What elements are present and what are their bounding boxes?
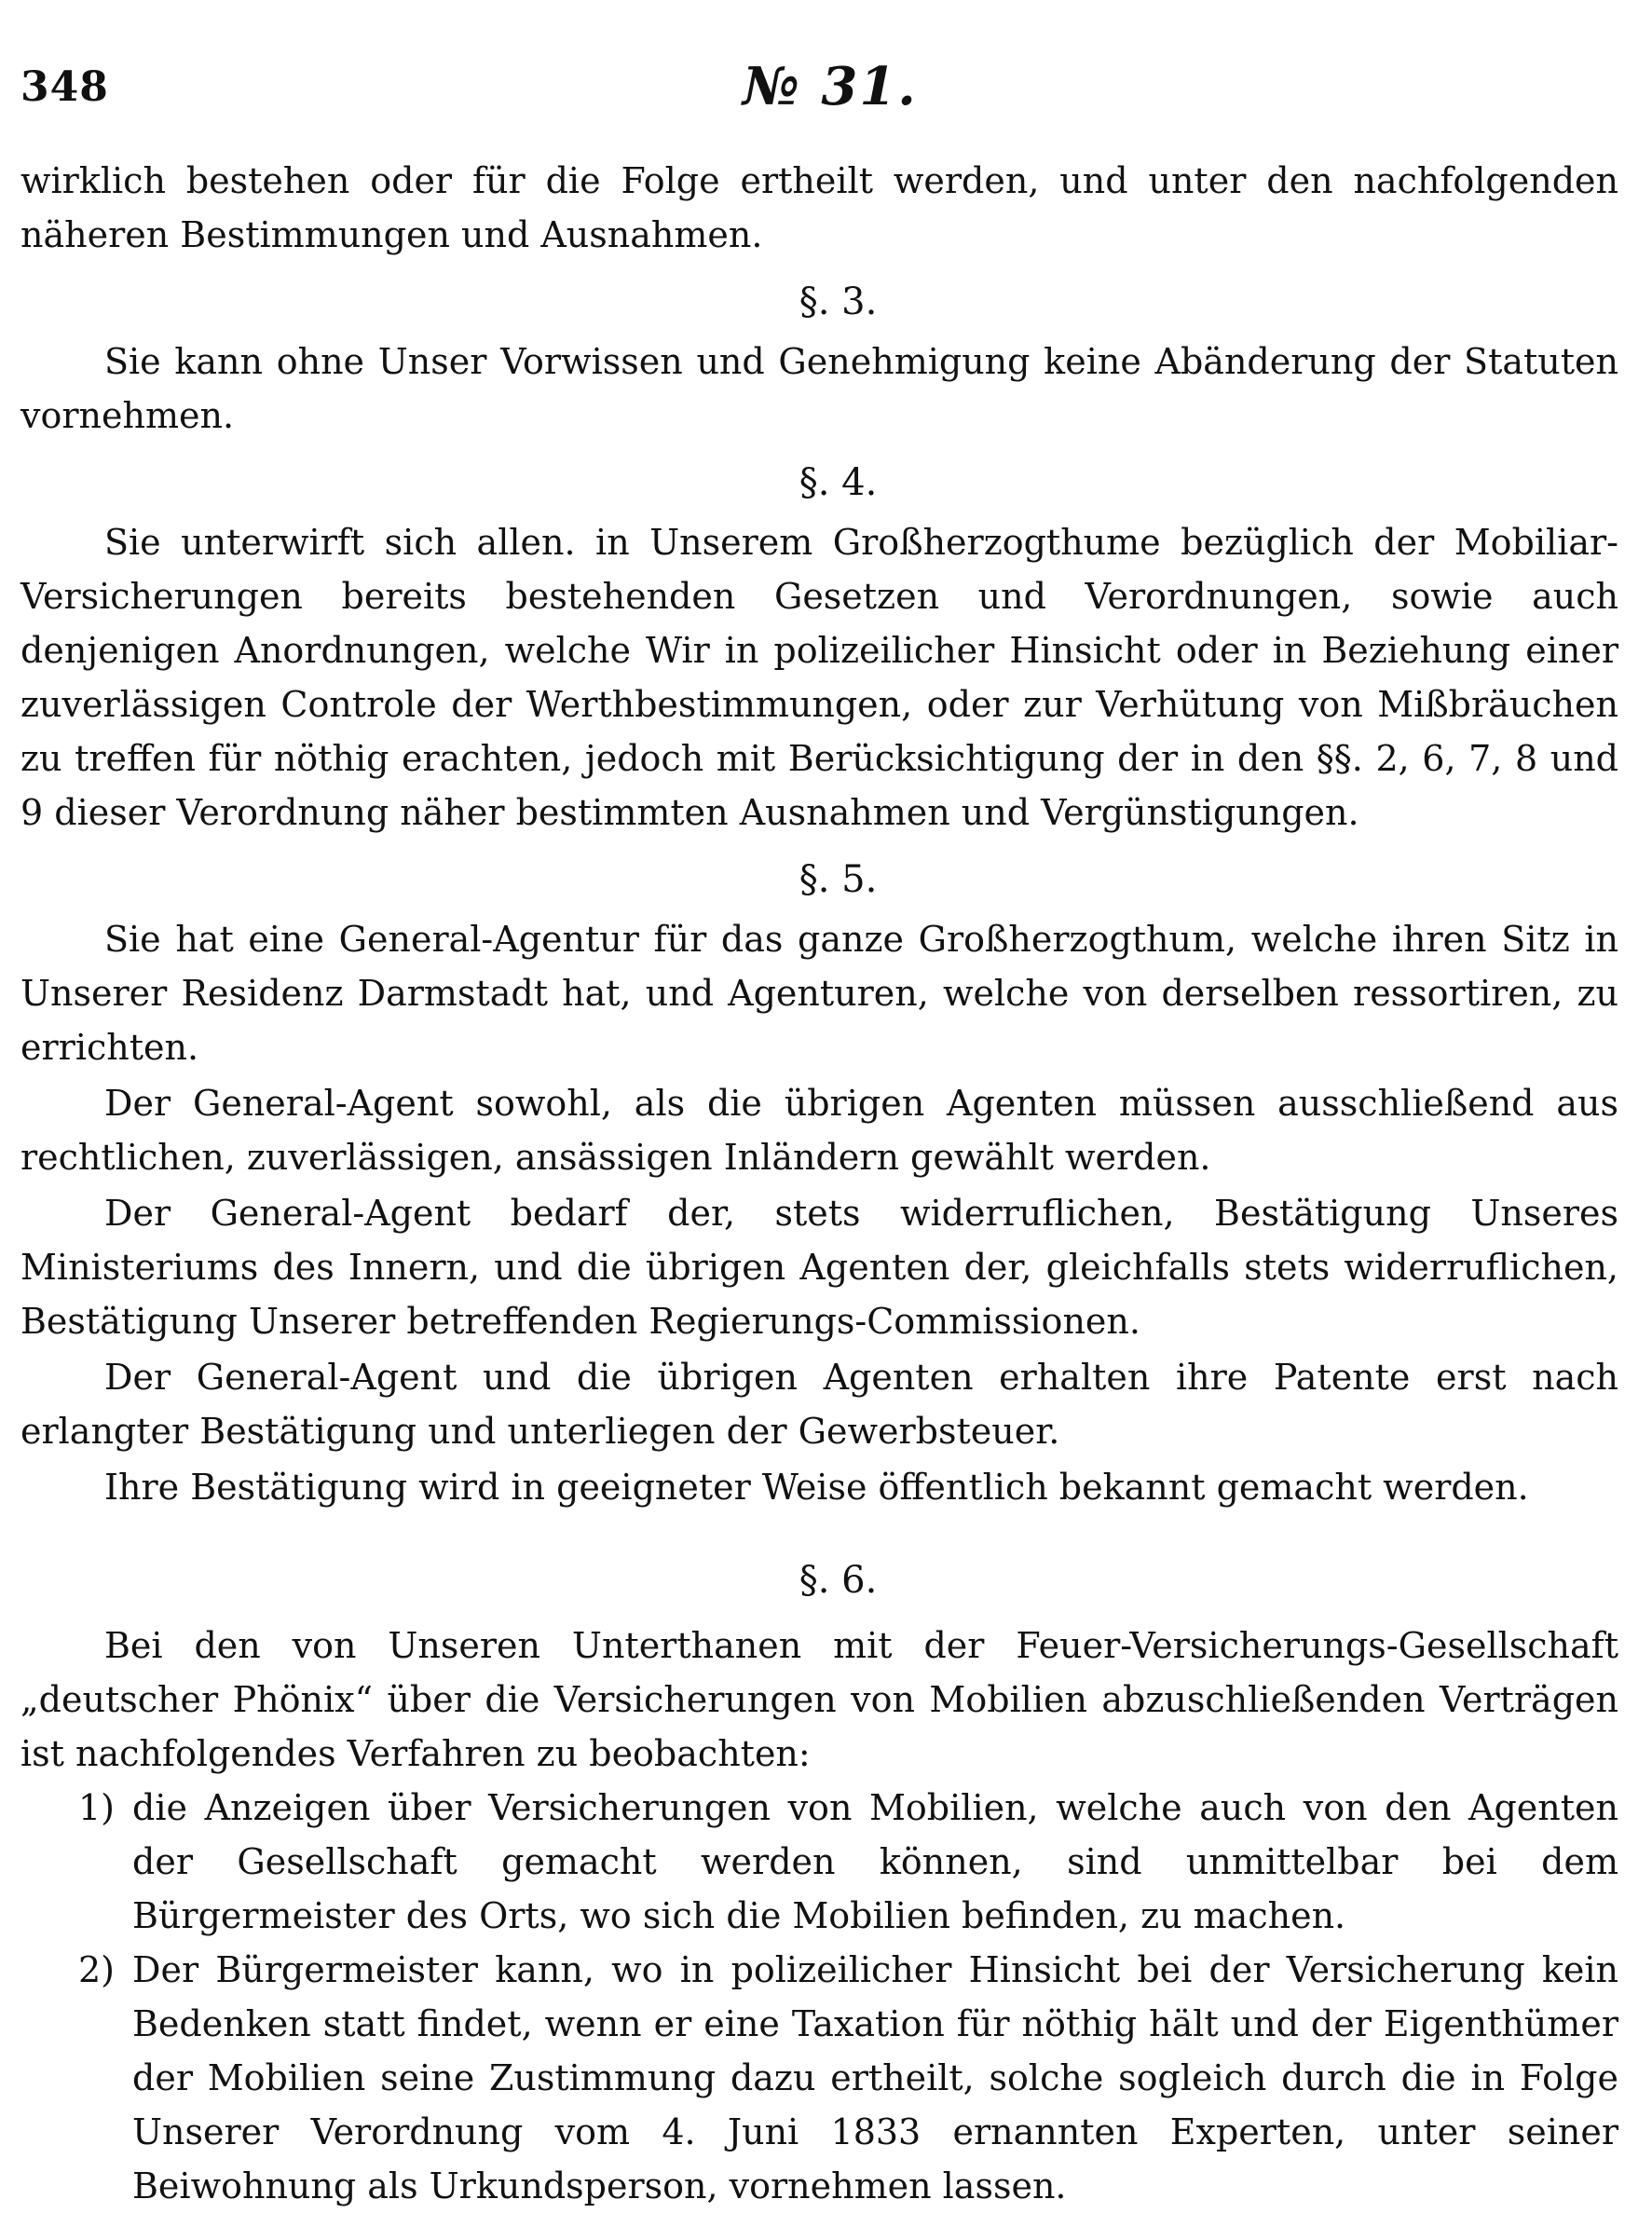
section-heading-3: §. 3. [799, 280, 878, 323]
page-header [20, 56, 1623, 130]
section-heading-5: §. 5. [799, 858, 878, 901]
paragraph: Der General-Agent sowohl, als die übrigen Agenten müssen ausschließend aus rechtlichen, zuverlässigen, ansässigen Inländern gewählt werden. [20, 1083, 1618, 1178]
page-number: 348 [20, 63, 109, 111]
paragraph: Sie kann ohne Unser Vorwissen und Genehmigung keine Abänderung der Statuten vornehmen. [20, 341, 1618, 436]
list-item-number: 2) [78, 1949, 116, 1990]
issue-number: № 31. [743, 56, 918, 117]
list-item-number: 1) [78, 1787, 116, 1828]
list-item-text: die Anzeigen über Versicherungen von Mobilien, welche auch von den Agenten der Gesellschaft gemacht werden können, sind unmittelbar bei dem Bürgermeister des Orts, wo sich die Mobilien befinden, zu machen. [132, 1787, 1618, 1936]
section-heading-6: §. 6. [799, 1559, 878, 1602]
section-heading-4: §. 4. [799, 461, 878, 504]
paragraph: Sie hat eine General-Agentur für das ganze Großherzogthum, welche ihren Sitz in Unserer Residenz Darmstadt hat, und Agenturen, welche von derselben ressortiren, zu errichten. [20, 919, 1618, 1068]
list-item-text: Der Bürgermeister kann, wo in polizeilicher Hinsicht bei der Versicherung kein Bedenken statt findet, wenn er eine Taxation für nöthig hält und der Eigenthümer der Mobilien seine Zustimmung dazu ertheilt, solche sogleich durch die in Folge Unserer Verordnung vom 4. Juni 1833 ernannten Experten, unter seiner Beiwohnung als Urkundsperson, vornehmen lassen. [132, 1949, 1618, 2206]
paragraph: Bei den von Unseren Unterthanen mit der Feuer-Versicherungs-Gesellschaft „deutscher Phönix“ über die Versicherungen von Mobilien abzuschließenden Verträgen ist nachfolgendes Verfahren zu beobachten: [20, 1625, 1618, 1774]
paragraph: Sie unterwirft sich allen. in Unserem Großherzogthume bezüglich der Mobiliar-Versicherungen bereits bestehenden Gesetzen und Verordnungen, sowie auch denjenigen Anordnungen, welche Wir in polizeilicher Hinsicht oder in Beziehung einer zuverlässigen Controle der Werthbestimmungen, oder zur Verhütung von Mißbräuchen zu treffen für nöthig erachten, jedoch mit Berücksichtigung der in den §§. 2, 6, 7, 8 und 9 dieser Verordnung näher bestimmten Ausnahmen und Vergünstigungen. [20, 522, 1618, 833]
paragraph: Der General-Agent bedarf der, stets widerruflichen, Bestätigung Unseres Ministeriums des Innern, und die übrigen Agenten der, gleichfalls stets widerruflichen, Bestätigung Unserer betreffenden Regierungs-Commissionen. [20, 1193, 1618, 1342]
paragraph: Ihre Bestätigung wird in geeigneter Weise öffentlich bekannt gemacht werden. [104, 1467, 1529, 1508]
list-item [20, 1943, 1618, 2213]
paragraph: Der General-Agent und die übrigen Agenten erhalten ihre Patente erst nach erlangter Bestätigung und unterliegen der Gewerbsteuer. [20, 1357, 1618, 1452]
list-item [20, 1781, 1618, 1943]
intro-paragraph: wirklich bestehen oder für die Folge ertheilt werden, und unter den nachfolgenden näheren Bestimmungen und Ausnahmen. [20, 160, 1618, 255]
body-text [20, 154, 1618, 2213]
